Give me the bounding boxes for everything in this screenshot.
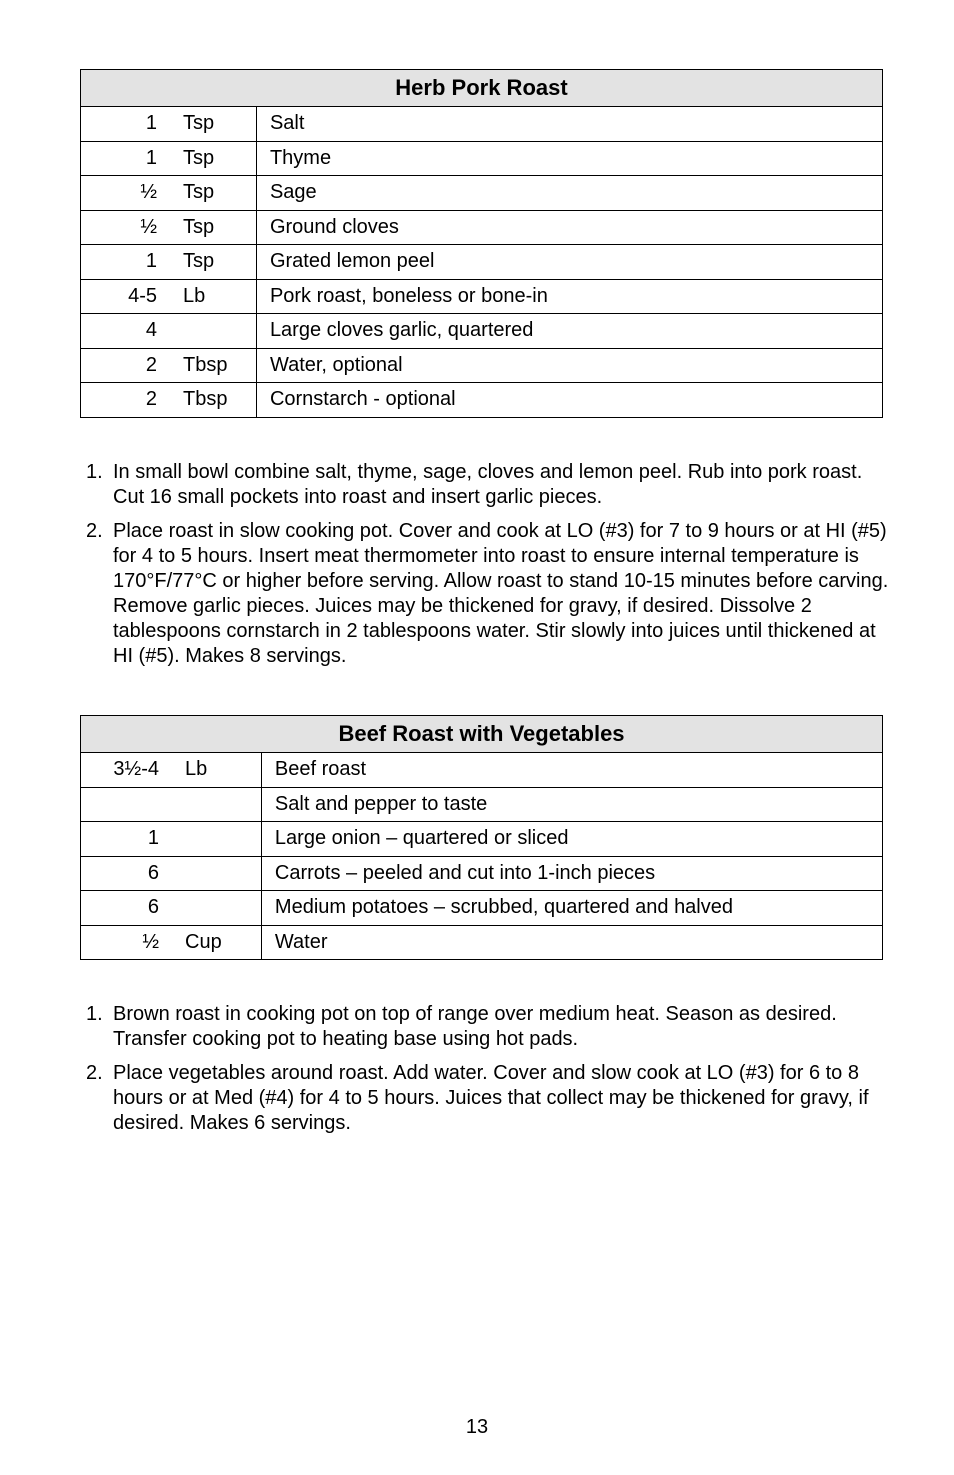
ingredient-unit: Tbsp (183, 388, 228, 411)
ingredient-amount: 1 (145, 112, 157, 135)
ingredient-amount: 1 (145, 250, 157, 273)
ingredient-unit: Cup (185, 930, 222, 953)
instruction-step (80, 519, 890, 669)
ingredient-item: Ground cloves (256, 210, 882, 245)
step-text: Brown roast in cooking pot on top of range over medium heat. Season as desired. Transfer cooking pot to heating base using hot pads. (113, 1003, 837, 1050)
herb-pork-roast-table (80, 69, 883, 418)
ingredient-row (81, 176, 883, 211)
ingredient-quantity (81, 176, 257, 211)
ingredient-quantity (81, 856, 262, 891)
herb-pork-roast-steps (80, 460, 890, 678)
ingredient-unit: Tsp (183, 215, 215, 238)
ingredient-quantity (81, 925, 262, 960)
ingredient-row (81, 314, 883, 349)
step-text: Place vegetables around roast. Add water. Cover and slow cook at LO (#3) for 6 to 8 hours or at Med (#4) for 4 to 5 hours. Juices that collect may be thickened for gravy, if desired. Makes 6 servings. (113, 1062, 869, 1134)
ingredient-row (81, 891, 883, 926)
ingredient-quantity (81, 753, 262, 788)
instruction-step (80, 1002, 890, 1052)
ingredient-amount: 4-5 (128, 284, 157, 307)
ingredient-unit: Tsp (183, 181, 215, 204)
ingredient-item: Cornstarch - optional (256, 383, 882, 418)
ingredient-quantity (81, 348, 257, 383)
ingredient-amount: 1 (147, 827, 159, 850)
ingredient-item: Large cloves garlic, quartered (256, 314, 882, 349)
ingredient-row (81, 210, 883, 245)
ingredient-row (81, 753, 883, 788)
ingredient-item: Sage (256, 176, 882, 211)
ingredient-amount: 3½-4 (113, 758, 159, 781)
ingredient-amount: 6 (147, 861, 159, 884)
recipe-title: Beef Roast with Vegetables (81, 716, 883, 753)
ingredient-quantity (81, 314, 257, 349)
ingredient-quantity (81, 141, 257, 176)
ingredient-amount: 1 (145, 146, 157, 169)
ingredient-quantity (81, 383, 257, 418)
ingredient-quantity (81, 245, 257, 280)
beef-roast-steps (80, 1002, 890, 1145)
ingredient-unit: Lb (183, 284, 206, 307)
page-number: 13 (465, 1416, 489, 1438)
ingredient-item: Water (261, 925, 882, 960)
ingredient-row (81, 348, 883, 383)
ingredient-unit: Lb (185, 758, 208, 781)
ingredient-amount: 2 (145, 353, 157, 376)
ingredient-item: Water, optional (256, 348, 882, 383)
ingredient-item: Salt and pepper to taste (261, 787, 882, 822)
ingredient-row (81, 107, 883, 142)
ingredient-item: Salt (256, 107, 882, 142)
ingredient-row (81, 925, 883, 960)
ingredient-quantity (81, 279, 257, 314)
ingredient-quantity (81, 822, 262, 857)
beef-roast-table (80, 715, 883, 960)
ingredient-row (81, 383, 883, 418)
ingredient-amount: 6 (147, 896, 159, 919)
step-number: 2. (86, 1062, 103, 1084)
ingredient-unit: Tsp (183, 146, 215, 169)
step-number: 1. (86, 1003, 103, 1025)
instruction-step (80, 460, 890, 510)
step-number: 1. (86, 461, 103, 483)
ingredient-row (81, 822, 883, 857)
ingredient-row (81, 856, 883, 891)
step-number: 2. (86, 520, 103, 542)
ingredient-amount: ½ (140, 215, 157, 238)
ingredient-row (81, 245, 883, 280)
step-text: Place roast in slow cooking pot. Cover and cook at LO (#3) for 7 to 9 hours or at HI (#5) for 4 to 5 hours. Insert meat thermometer into roast to ensure internal temperature is 170°F/77°C or higher before serving. Allow roast to stand 10-15 minutes before carving. Remove garlic pieces. Juices may be thickened for gravy, if desired. Dissolve 2 tablespoons cornstarch in 2 tablespoons water. Stir slowly into juices until thickened at HI (#5). Makes 8 servings. (113, 520, 889, 667)
ingredient-amount: ½ (140, 181, 157, 204)
ingredient-row (81, 279, 883, 314)
ingredient-quantity (81, 107, 257, 142)
instruction-step (80, 1061, 890, 1136)
ingredient-quantity (81, 210, 257, 245)
ingredient-row (81, 141, 883, 176)
ingredient-item: Beef roast (261, 753, 882, 788)
ingredient-amount: 2 (145, 388, 157, 411)
ingredient-unit: Tsp (183, 112, 215, 135)
ingredient-row (81, 787, 883, 822)
ingredient-item: Medium potatoes – scrubbed, quartered and halved (261, 891, 882, 926)
ingredient-amount: ½ (142, 930, 159, 953)
ingredient-item: Thyme (256, 141, 882, 176)
ingredient-unit: Tsp (183, 250, 215, 273)
ingredient-quantity (81, 787, 262, 822)
ingredient-unit: Tbsp (183, 353, 228, 376)
ingredient-item: Large onion – quartered or sliced (261, 822, 882, 857)
step-text: In small bowl combine salt, thyme, sage, cloves and lemon peel. Rub into pork roast. Cut 16 small pockets into roast and insert garlic pieces. (113, 461, 863, 508)
recipe-title: Herb Pork Roast (81, 70, 883, 107)
ingredient-amount: 4 (145, 319, 157, 342)
ingredient-item: Pork roast, boneless or bone-in (256, 279, 882, 314)
ingredient-quantity (81, 891, 262, 926)
ingredient-item: Grated lemon peel (256, 245, 882, 280)
ingredient-item: Carrots – peeled and cut into 1-inch pieces (261, 856, 882, 891)
